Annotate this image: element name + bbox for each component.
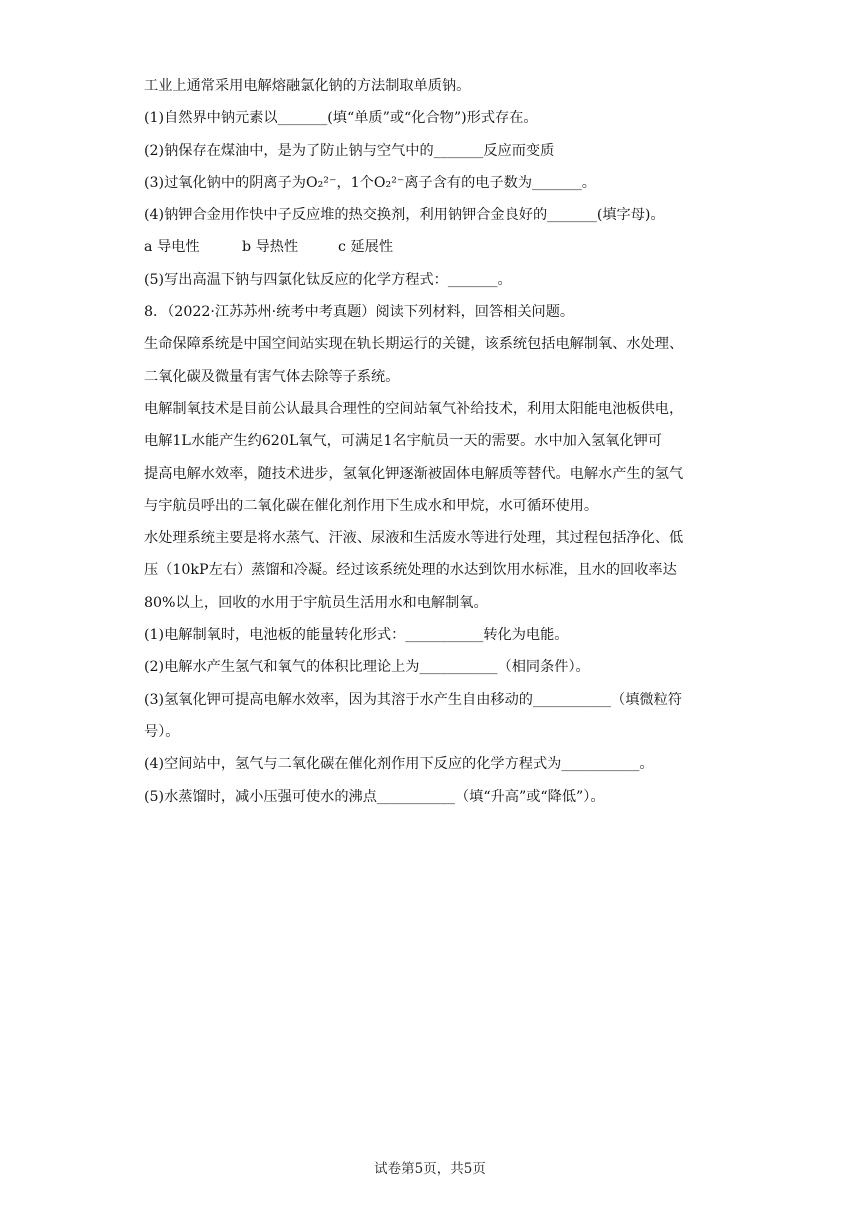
passage-line: 电解1L水能产生约620L氧气，可满足1名宇航员一天的需要。水中加入氢氧化钾可 [144,433,662,450]
question-8-heading: 8．（2022·江苏苏州·统考中考真题）阅读下列材料，回答相关问题。 [144,304,575,321]
passage-line: 水处理系统主要是将水蒸气、汗液、尿液和生活废水等进行处理，其过程包括净化、低 [144,530,684,547]
intro-text: 工业上通常采用电解熔融氯化钠的方法制取单质钠。 [144,78,471,94]
question-7-3: (3)过氧化钠中的阴离子为O₂²⁻，1个O₂²⁻离子含有的电子数为_______。 [144,174,596,191]
passage-line: 提高电解水效率，随技术进步，氢氧化钾逐渐被固体电解质等替代。电解水产生的氢气 [144,465,684,482]
question-8-2: (2)电解水产生氢气和氧气的体积比理论上为___________（相同条件）。 [144,659,590,676]
passage-line: 电解制氧技术是目前公认最具合理性的空间站氧气补给技术，利用太阳能电池板供电， [144,400,684,417]
passage-line: 生命保障系统是中国空间站实现在轨长期运行的关键，该系统包括电解制氧、水处理、 [144,336,684,353]
option-c: c 延展性 [338,239,394,256]
question-7-4: (4)钠钾合金用作快中子反应堆的热交换剂，利用钠钾合金良好的_______(填字母)。 [144,207,665,224]
question-8-3-cont: 号）。 [144,723,180,740]
passage-line: 与宇航员呼出的二氧化碳在催化剂作用下生成水和甲烷，水可循环使用。 [144,497,599,514]
question-8-3: (3)氢氧化钾可提高电解水效率，因为其溶于水产生自由移动的___________（填微粒符 [144,691,682,708]
question-7-2: (2)钠保存在煤油中，是为了防止钠与空气中的_______反应而变质 [144,142,555,159]
passage-line: 压（10kP左右）蒸馏和冷凝。经过该系统处理的水达到饮用水标准，且水的回收率达 [144,562,677,579]
question-7-1: (1)自然界中钠元素以_______(填“单质”或“化合物”)形式存在。 [144,110,538,127]
question-8-1: (1)电解制氧时，电池板的能量转化形式：___________转化为电能。 [144,627,569,644]
question-8-5: (5)水蒸馏时，减小压强可使水的沸点___________（填“升高”或“降低”）。 [144,788,605,805]
page-footer: 试卷第5页，共5页 [374,1161,486,1177]
passage-line: 二氧化碳及微量有害气体去除等子系统。 [144,368,400,385]
question-7-5: (5)写出高温下钠与四氯化钛反应的化学方程式：_______。 [144,271,512,288]
question-8-4: (4)空间站中，氢气与二氧化碳在催化剂作用下反应的化学方程式为___________。 [144,756,654,773]
option-b: b 导热性 [242,239,299,256]
passage-line: 80%以上，回收的水用于宇航员生活用水和电解制氧。 [144,594,488,611]
option-a: a 导电性 [144,239,200,256]
answer-options [144,231,744,263]
document-body [144,70,744,813]
